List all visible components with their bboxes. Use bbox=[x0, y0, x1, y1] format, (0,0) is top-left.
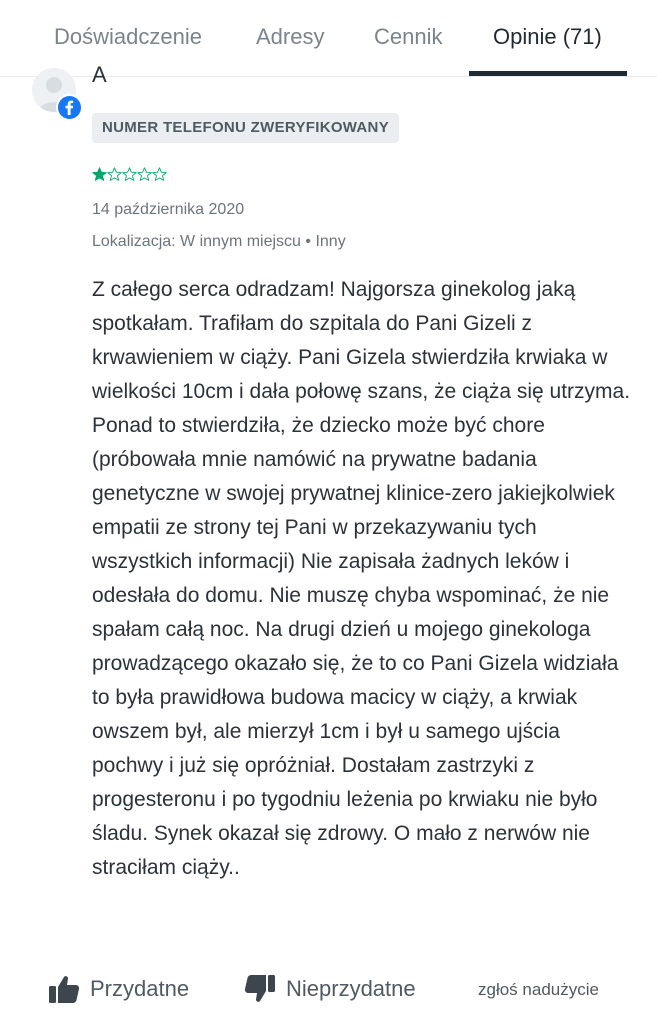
review-actions bbox=[0, 970, 657, 1010]
verified-badge: NUMER TELEFONU ZWERYFIKOWANY bbox=[92, 113, 399, 143]
report-abuse-link[interactable]: zgłoś nadużycie bbox=[478, 980, 599, 999]
tab-experience[interactable]: Doświadczenie bbox=[54, 24, 202, 49]
helpful-label: Przydatne bbox=[90, 976, 190, 1001]
facebook-icon bbox=[58, 96, 81, 119]
star-outline-icon bbox=[137, 167, 152, 182]
thumbs-down-icon bbox=[244, 974, 276, 1004]
unhelpful-button[interactable] bbox=[244, 974, 416, 1004]
helpful-button[interactable] bbox=[48, 974, 189, 1004]
star-outline-icon bbox=[122, 167, 137, 182]
facebook-badge bbox=[56, 94, 83, 121]
tab-reviews[interactable]: Opinie (71) bbox=[493, 24, 602, 49]
unhelpful-label: Nieprzydatne bbox=[286, 976, 416, 1001]
star-outline-icon bbox=[107, 167, 122, 182]
review-date: 14 października 2020 bbox=[92, 201, 245, 218]
review-location: Lokalizacja: W innym miejscu • Inny bbox=[92, 233, 346, 250]
tab-addresses[interactable]: Adresy bbox=[256, 24, 325, 49]
active-tab-indicator bbox=[469, 71, 627, 76]
star-rating bbox=[92, 167, 167, 182]
thumbs-up-icon bbox=[48, 974, 80, 1004]
star-filled-icon bbox=[92, 167, 107, 182]
tab-pricing[interactable]: Cennik bbox=[374, 24, 443, 49]
review-text: Z całego serca odradzam! Najgorsza ginekolog jaką spotkałam. Trafiłam do szpitala do Pani Gizeli z krwawieniem w ciąży. Pani Gizela stwierdziła krwiaka w wielkości 10cm i dała połowę szans, że ciąża się utrzyma. Ponad to stwierdziła, że dziecko może być chore (próbowała mnie namówić na prywatne badania genetyczne w swojej prywatnej klinice-zero jakiejkolwiek empatii ze strony tej Pani w przekazywaniu tych wszystkich informacji) Nie zapisała żadnych leków i odesłała do domu. Nie muszę chyba wspominać, że nie spałam całą noc. Na drugi dzień u mojego ginekologa prowadzącego okazało się, że to co Pani Gizela widziała to była prawidłowa budowa macicy w ciąży, a krwiak owszem był, ale mierzył 1cm i był u samego ujścia pochwy i już się opróżniał. Dostałam zastrzyki z progesteronu i po tygodniu leżenia po krwiaku nie było śladu. Synek okazał się zdrowy. O mało z nerwów nie straciłam ciąży.. bbox=[92, 278, 631, 879]
star-outline-icon bbox=[152, 167, 167, 182]
review-author: A bbox=[92, 62, 107, 87]
